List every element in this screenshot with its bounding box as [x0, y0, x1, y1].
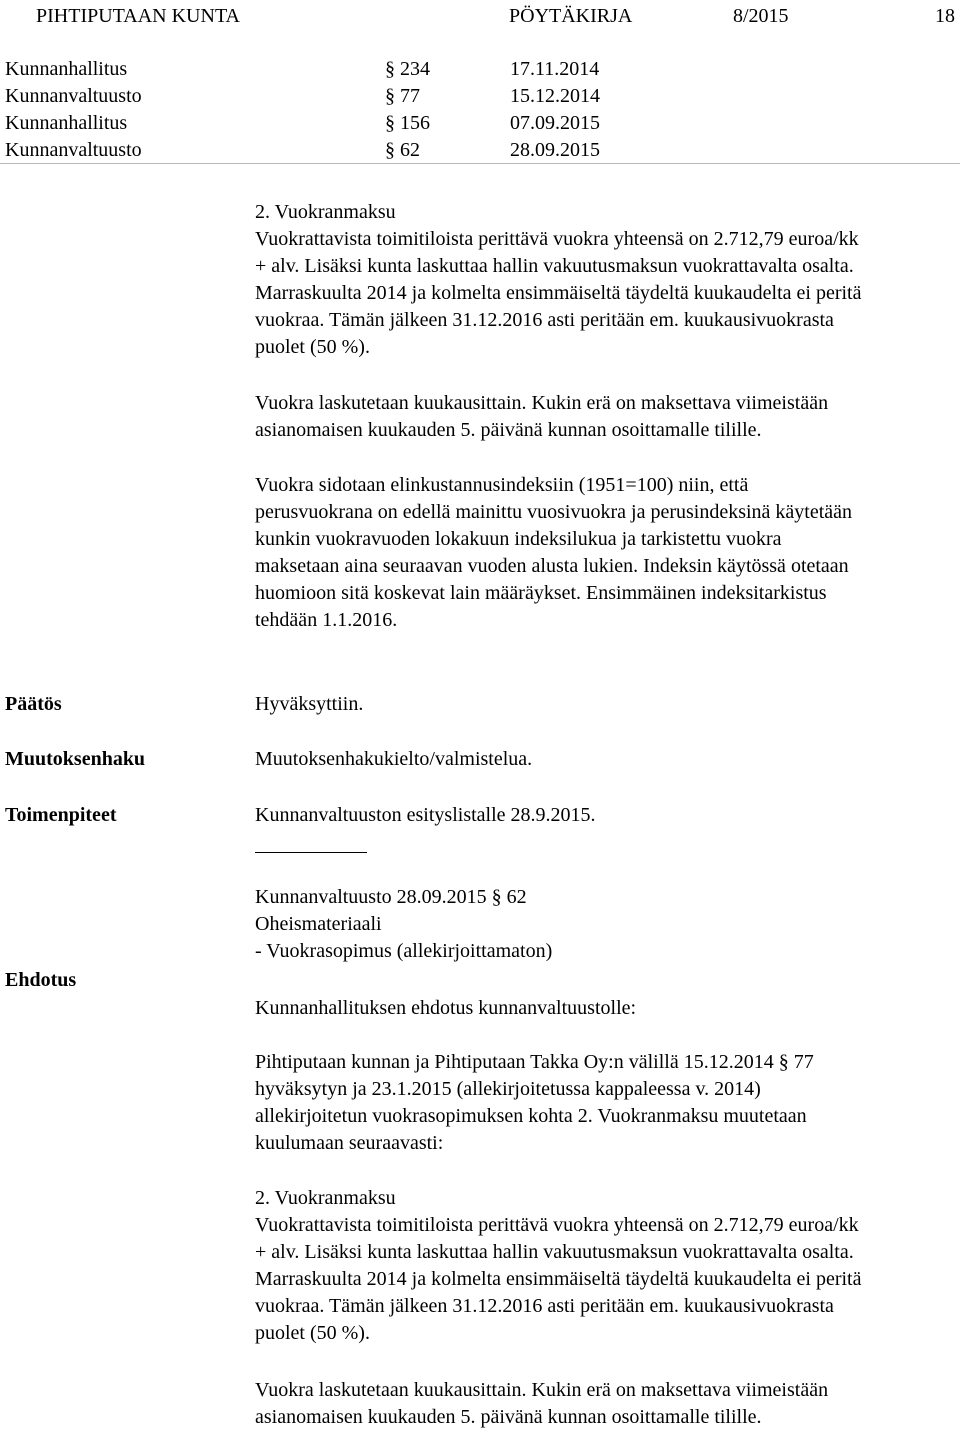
proposal-paragraph: [255, 1049, 960, 1157]
text-line: Vuokrattavista toimitiloista perittävä vuokra yhteensä on 2.712,79 euroa/kk: [255, 228, 859, 250]
text-line: 2. Vuokranmaksu: [255, 201, 396, 223]
repeat-billing-paragraph: [255, 1377, 960, 1431]
history-body: Kunnanvaltuusto: [5, 85, 142, 107]
text-line: + alv. Lisäksi kunta laskuttaa hallin vakuutusmaksun vuokrattavalta osalta.: [255, 255, 854, 277]
text-line: Marraskuulta 2014 ja kolmelta ensimmäiseltä täydeltä kuukaudelta ei peritä: [255, 282, 862, 304]
text-line: kunkin vuokravuoden lokakuun indeksilukua ja tarkistettu vuokra: [255, 528, 782, 550]
text-line: puolet (50 %).: [255, 336, 370, 358]
history-body: Kunnanhallitus: [5, 112, 128, 134]
document-type: PÖYTÄKIRJA: [509, 5, 633, 27]
history-row: [5, 83, 645, 110]
history-date: 17.11.2014: [510, 58, 600, 80]
history-date: 15.12.2014: [510, 85, 600, 107]
paatos-label: Päätös: [5, 693, 62, 715]
history-date: 07.09.2015: [510, 112, 600, 134]
section-separator: [255, 852, 367, 853]
text-line: kuulumaan seuraavasti:: [255, 1132, 444, 1154]
text-line: asianomaisen kuukauden 5. päivänä kunnan osoittamalle tilille.: [255, 1406, 762, 1428]
history-row: [5, 110, 645, 137]
text-line: vuokraa. Tämän jälkeen 31.12.2016 asti peritään em. kuukausivuokrasta: [255, 309, 834, 331]
page-number: 18: [935, 5, 955, 27]
text-line: Vuokra laskutetaan kuukausittain. Kukin erä on maksettava viimeistään: [255, 1379, 829, 1401]
text-line: maksetaan aina seuraavan vuoden alusta lukien. Indeksin käytössä otetaan: [255, 555, 849, 577]
repeat-rent-paragraph: [255, 1185, 960, 1347]
minutes-number: 8/2015: [733, 5, 789, 27]
text-line: asianomaisen kuukauden 5. päivänä kunnan osoittamalle tilille.: [255, 419, 762, 441]
text-line: hyväksytyn ja 23.1.2015 (allekirjoitetussa kappaleessa v. 2014): [255, 1078, 761, 1100]
text-line: perusvuokrana on edellä mainittu vuosivuokra ja perusindeksinä käytetään: [255, 501, 853, 523]
text-line: Oheismateriaali: [255, 913, 382, 935]
muutoksenhaku-text: Muutoksenhakukielto/valmistelua.: [255, 748, 533, 770]
text-line: huomioon sitä koskevat lain määräykset. Ensimmäinen indeksitarkistus: [255, 582, 827, 604]
paatos-text: Hyväksyttiin.: [255, 693, 364, 715]
billing-paragraph: [255, 390, 960, 444]
ehdotus-label: Ehdotus: [5, 969, 77, 991]
text-line: Vuokra sidotaan elinkustannusindeksiin (1951=100) niin, että: [255, 474, 749, 496]
org-name: PIHTIPUTAAN KUNTA: [36, 5, 241, 27]
text-line: vuokraa. Tämän jälkeen 31.12.2016 asti peritään em. kuukausivuokrasta: [255, 1295, 834, 1317]
history-row: [5, 56, 645, 83]
text-line: + alv. Lisäksi kunta laskuttaa hallin vakuutusmaksun vuokrattavalta osalta.: [255, 1241, 854, 1263]
text-line: puolet (50 %).: [255, 1322, 370, 1344]
muutoksenhaku-label: Muutoksenhaku: [5, 748, 146, 770]
text-line: Vuokra laskutetaan kuukausittain. Kukin erä on maksettava viimeistään: [255, 392, 829, 414]
history-section: § 156: [385, 112, 430, 134]
toimenpiteet-label: Toimenpiteet: [5, 804, 117, 826]
header-divider: [0, 163, 960, 164]
text-line: Marraskuulta 2014 ja kolmelta ensimmäiseltä täydeltä kuukaudelta ei peritä: [255, 1268, 862, 1290]
history-date: 28.09.2015: [510, 139, 600, 161]
history-section: § 234: [385, 58, 430, 80]
toimenpiteet-text: Kunnanvaltuuston esityslistalle 28.9.2015.: [255, 804, 596, 826]
history-row: [5, 137, 645, 164]
text-line: 2. Vuokranmaksu: [255, 1187, 396, 1209]
history-body: Kunnanvaltuusto: [5, 139, 142, 161]
index-paragraph: [255, 472, 960, 634]
rent-paragraph: [255, 199, 960, 361]
text-line: Pihtiputaan kunnan ja Pihtiputaan Takka Oy:n välillä 15.12.2014 § 77: [255, 1051, 814, 1073]
council-heading: [255, 884, 960, 965]
text-line: Vuokrattavista toimitiloista perittävä vuokra yhteensä on 2.712,79 euroa/kk: [255, 1214, 859, 1236]
text-line: - Vuokrasopimus (allekirjoittamaton): [255, 940, 553, 962]
history-section: § 77: [385, 85, 420, 107]
text-line: allekirjoitetun vuokrasopimuksen kohta 2. Vuokranmaksu muutetaan: [255, 1105, 807, 1127]
history-section: § 62: [385, 139, 420, 161]
proposal-intro: Kunnanhallituksen ehdotus kunnanvaltuustolle:: [255, 997, 637, 1019]
text-line: Kunnanvaltuusto 28.09.2015 § 62: [255, 886, 527, 908]
history-body: Kunnanhallitus: [5, 58, 128, 80]
text-line: tehdään 1.1.2016.: [255, 609, 398, 631]
